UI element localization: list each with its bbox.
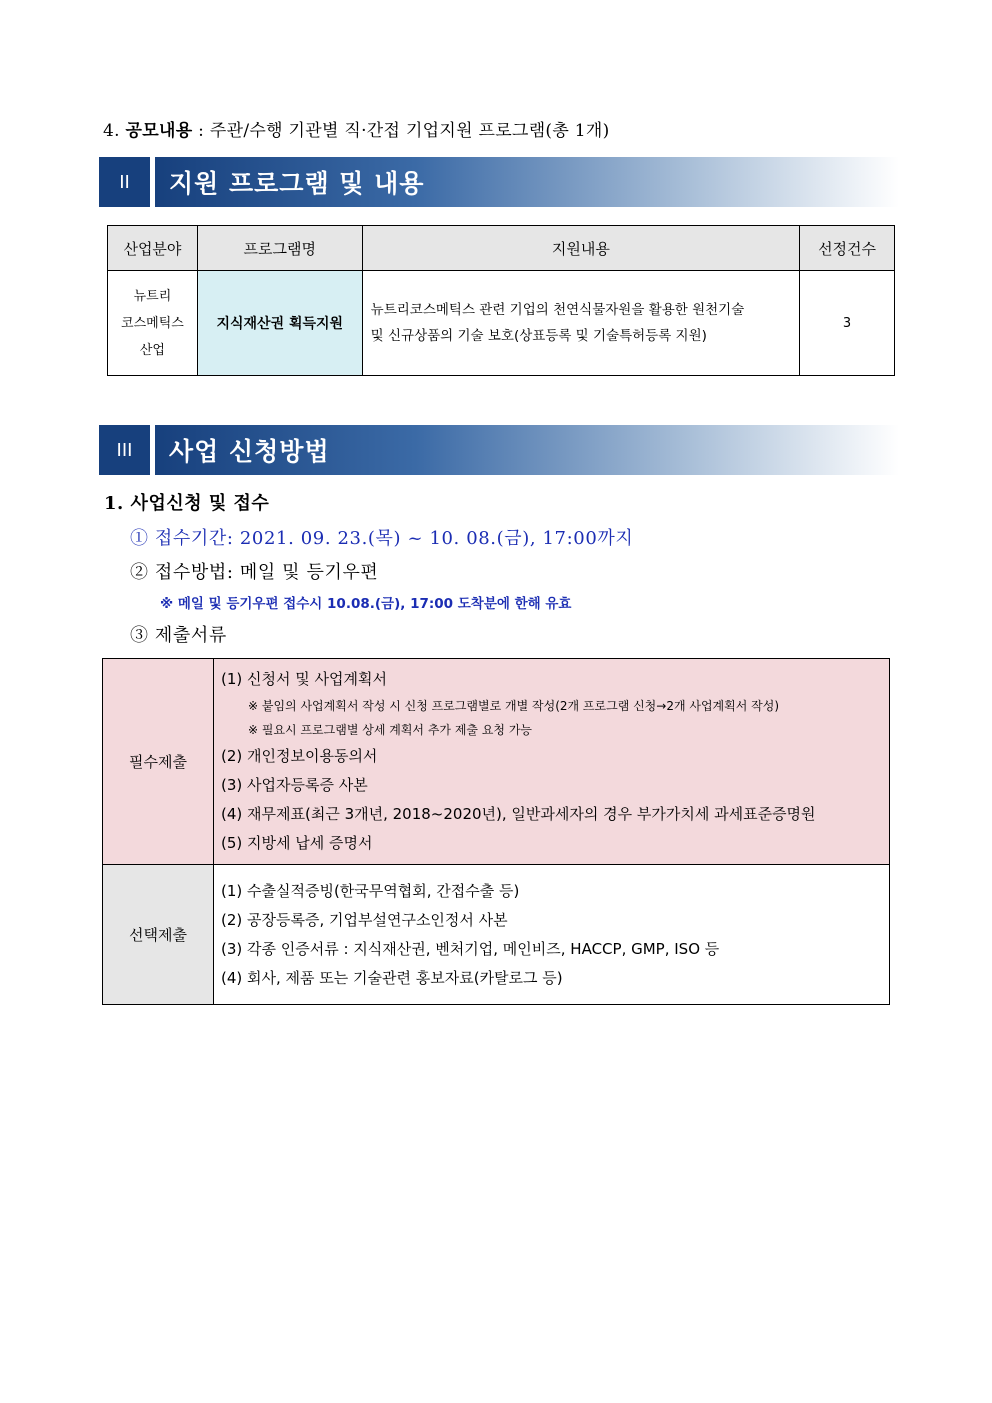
description-cell	[362, 271, 799, 376]
optional-label: 선택제출	[103, 865, 214, 1005]
list-item: (3) 각종 인증서류 : 지식재산권, 벤처기업, 메인비즈, HACCP, GMP, ISO 등	[221, 939, 720, 958]
list-item: (4) 회사, 제품 또는 기술관련 홍보자료(카탈로그 등)	[221, 968, 563, 987]
list-item: (2) 개인정보이용동의서	[221, 747, 378, 765]
optional-row	[103, 865, 890, 1005]
section-title: 사업 신청방법	[155, 425, 899, 475]
table-header-row	[108, 226, 895, 271]
list-note: ※ 필요시 프로그램별 상세 계획서 추가 제출 요청 가능	[248, 723, 533, 737]
section-title: 지원 프로그램 및 내용	[155, 157, 899, 207]
field-line: 뉴트리	[133, 288, 172, 304]
application-period: ① 접수기간: 2021. 09. 23.(목) ~ 10. 08.(금), 17:00까지	[130, 528, 634, 549]
list-item: (1) 수출실적증빙(한국무역협회, 간접수출 등)	[221, 881, 520, 900]
table-row	[108, 271, 895, 376]
field-line: 산업	[139, 342, 165, 358]
description-line: 뉴트리코스메틱스 관련 기업의 천연식물자원을 활용한 원천기술	[370, 302, 745, 318]
list-item: (4) 재무제표(최근 3개년, 2018~2020년), 일반과세자의 경우 부가가치세 과세표준증명원	[221, 805, 816, 823]
list-item: (1) 신청서 및 사업계획서	[221, 670, 387, 688]
field-cell	[108, 271, 198, 376]
intro-line	[103, 116, 610, 141]
documents-heading: ③ 제출서류	[130, 625, 227, 646]
count-cell: 3	[800, 271, 895, 376]
header-count: 선정건수	[800, 226, 895, 271]
section-number: III	[99, 425, 150, 475]
application-method: ② 접수방법: 메일 및 등기우편	[130, 562, 379, 583]
program-table	[107, 225, 895, 376]
list-item: (5) 지방세 납세 증명서	[221, 834, 373, 852]
header-description: 지원내용	[362, 226, 799, 271]
optional-content	[214, 865, 890, 1005]
description-line: 및 신규상품의 기술 보호(상표등록 및 기술특허등록 지원)	[370, 328, 707, 344]
section-heading-3	[99, 425, 899, 475]
intro-text: : 주관/수행 기관별 직·간접 기업지원 프로그램(총 1개)	[198, 121, 610, 141]
header-program: 프로그램명	[197, 226, 362, 271]
documents-table	[102, 658, 890, 1005]
method-note: ※ 메일 및 등기우편 접수시 10.08.(금), 17:00 도착분에 한해 유효	[160, 596, 572, 612]
required-row	[103, 659, 890, 865]
intro-number: 4.	[103, 121, 120, 141]
required-content	[214, 659, 890, 865]
section-number: II	[99, 157, 150, 207]
section-heading-2	[99, 157, 899, 207]
header-field: 산업분야	[108, 226, 198, 271]
list-note: ※ 붙임의 사업계획서 작성 시 신청 프로그램별로 개별 작성(2개 프로그램 신청→2개 사업계획서 작성)	[248, 699, 780, 713]
field-line: 코스메틱스	[121, 315, 184, 331]
required-label: 필수제출	[103, 659, 214, 865]
application-heading: 1. 사업신청 및 접수	[104, 493, 270, 514]
list-item: (2) 공장등록증, 기업부설연구소인정서 사본	[221, 910, 508, 929]
program-name-cell: 지식재산권 획득지원	[197, 271, 362, 376]
list-item: (3) 사업자등록증 사본	[221, 776, 368, 794]
intro-label: 공모내용	[125, 121, 193, 141]
